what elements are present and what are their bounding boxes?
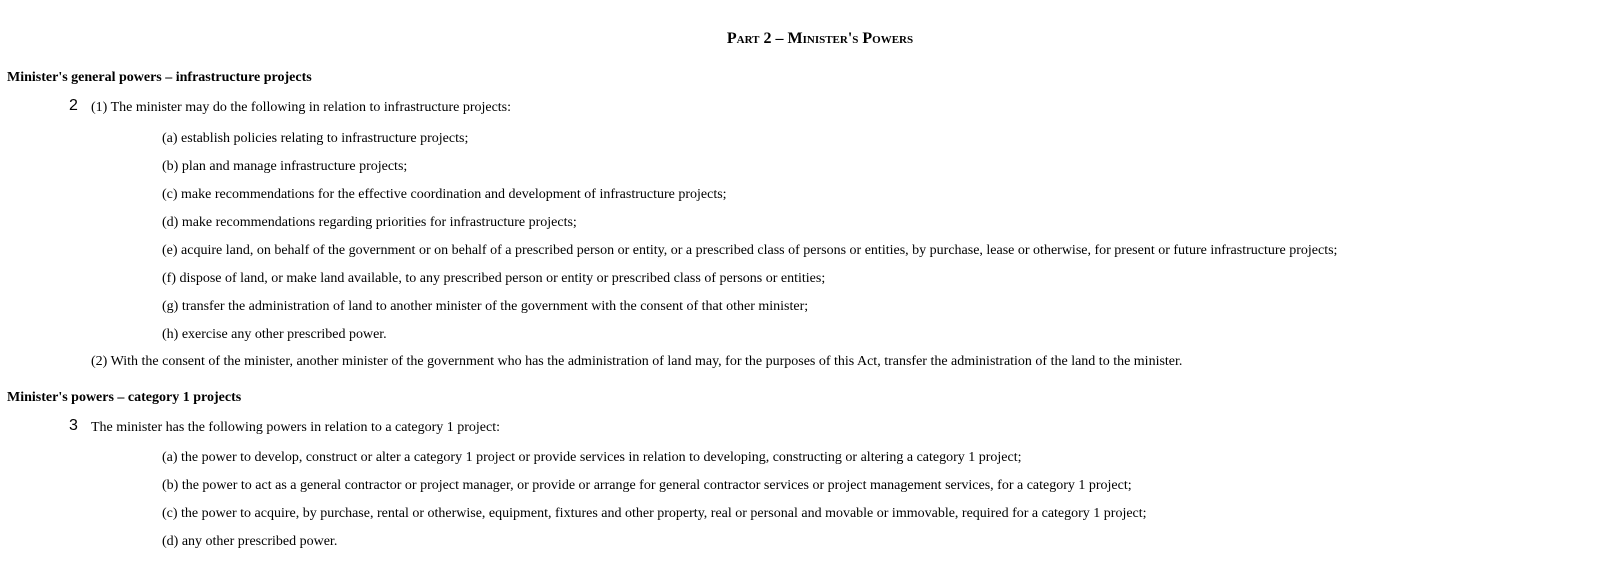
section-2-para-d: (d) make recommendations regarding priorities for infrastructure projects; xyxy=(162,215,577,230)
section-3-para-b: (b) the power to act as a general contractor or project manager, or provide or arrange for general contractor services or project management services, for a category 1 project; xyxy=(162,478,1132,493)
section-2-para-b: (b) plan and manage infrastructure projects; xyxy=(162,159,408,174)
section-2-para-a: (a) establish policies relating to infrastructure projects; xyxy=(162,131,469,146)
section-2-number: 2 xyxy=(69,97,78,114)
section-2-para-g: (g) transfer the administration of land to another minister of the government with the consent of that other minister; xyxy=(162,299,809,314)
section-2-heading: Minister's general powers – infrastructure projects xyxy=(7,70,312,85)
section-2-para-h: (h) exercise any other prescribed power. xyxy=(162,327,387,342)
section-2-para-c: (c) make recommendations for the effective coordination and development of infrastructure projects; xyxy=(162,187,727,202)
section-3-para-a: (a) the power to develop, construct or alter a category 1 project or provide services in relation to developing, constructing or altering a category 1 project; xyxy=(162,450,1022,465)
section-3-number: 3 xyxy=(69,417,78,434)
section-3-heading: Minister's powers – category 1 projects xyxy=(7,390,242,405)
section-2-para-f: (f) dispose of land, or make land available, to any prescribed person or entity or prescribed class of persons or entities; xyxy=(162,271,826,286)
part-title: Part 2 – Minister's Powers xyxy=(726,30,914,47)
section-3-intro: The minister has the following powers in relation to a category 1 project: xyxy=(91,420,500,435)
section-3-para-c: (c) the power to acquire, by purchase, rental or otherwise, equipment, fixtures and other property, real or personal and movable or immovable, required for a category 1 project; xyxy=(162,506,1147,521)
section-3-para-d: (d) any other prescribed power. xyxy=(162,534,338,549)
section-2-subsection-2: (2) With the consent of the minister, another minister of the government who has the administration of land may, for the purposes of this Act, transfer the administration of the land to the minister. xyxy=(91,354,1183,369)
section-2-para-e: (e) acquire land, on behalf of the government or on behalf of a prescribed person or entity, or a prescribed class of persons or entities, by purchase, lease or otherwise, for present or future infrastructure projects; xyxy=(162,243,1338,258)
section-2-subsection-1: (1) The minister may do the following in relation to infrastructure projects: xyxy=(91,100,512,115)
